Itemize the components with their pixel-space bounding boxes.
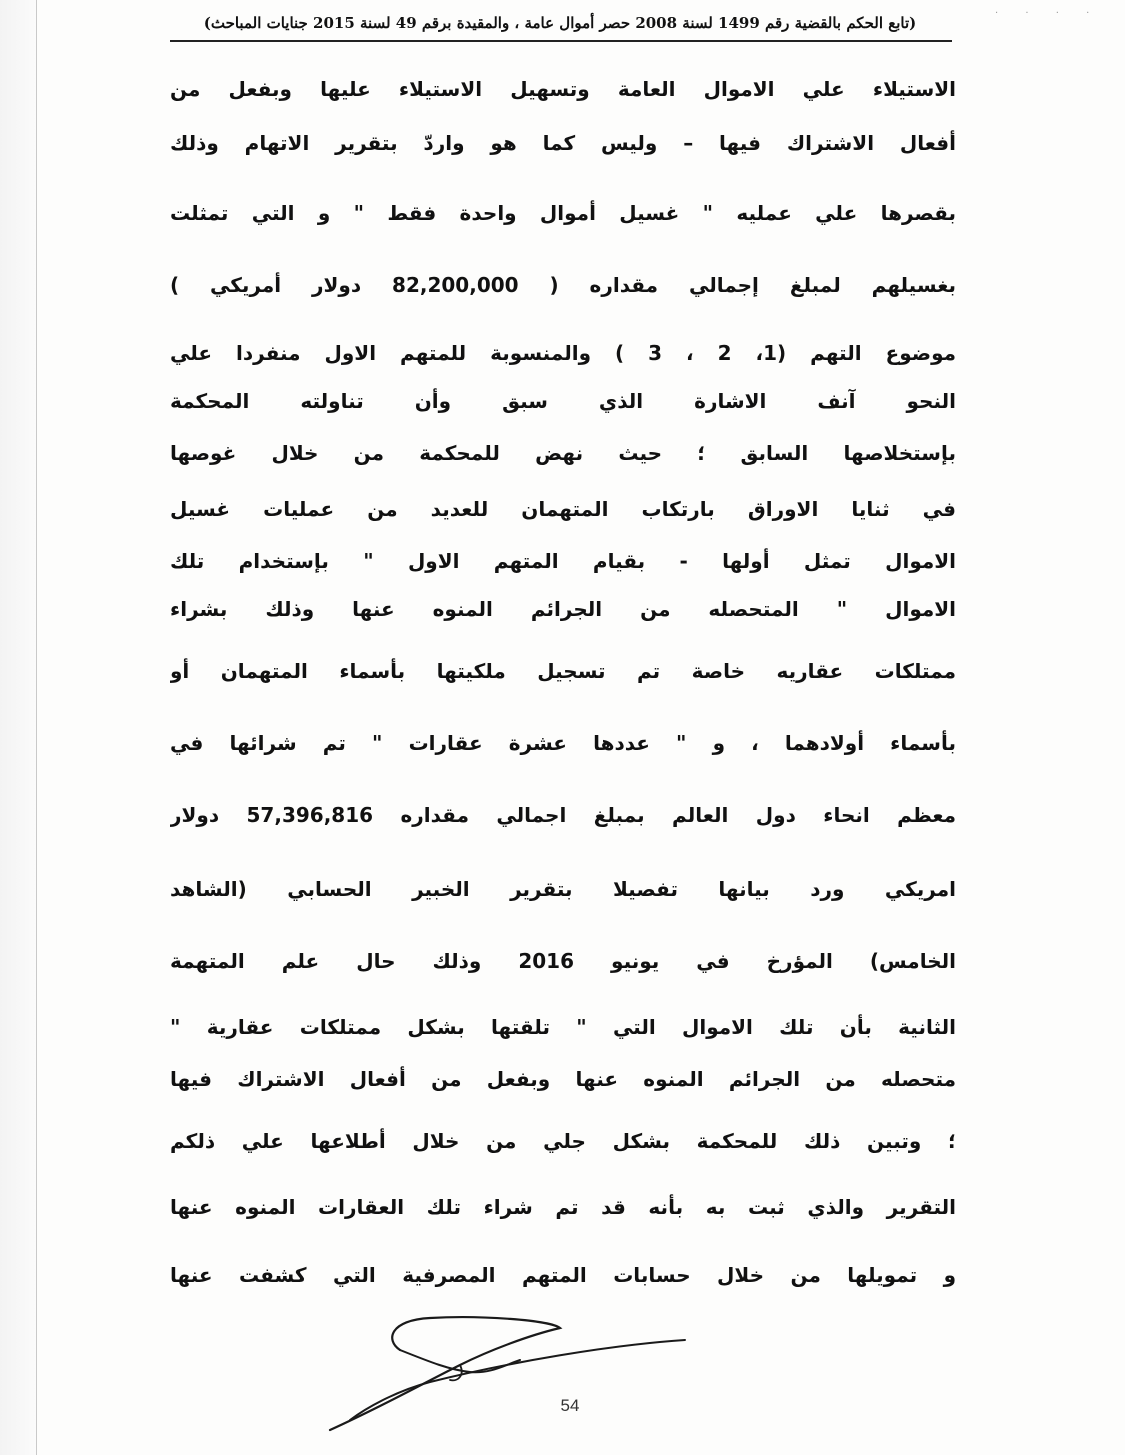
- body-line: الاستيلاء علي الاموال العامة وتسهيل الاستيلاء عليها وبفعل من: [170, 77, 956, 101]
- body-line: متحصله من الجرائم المنوه عنها وبفعل من أفعال الاشتراك فيها: [170, 1067, 956, 1091]
- body-line: ؛ وتبين ذلك للمحكمة بشكل جلي من خلال أطلاعها علي ذلكم: [170, 1129, 956, 1153]
- body-line: في ثنايا الاوراق بارتكاب المتهمان للعديد من عمليات غسيل: [170, 497, 956, 521]
- body-line: بقصرها علي عمليه " غسيل أموال واحدة فقط " و التي تمثلت: [170, 201, 956, 225]
- page-left-border: [36, 0, 37, 1455]
- scan-speckles: · · · ·: [995, 8, 1102, 19]
- body-line: الثانية بأن تلك الاموال التي " تلقتها بشكل ممتلكات عقارية ": [170, 1015, 956, 1039]
- body-line: موضوع التهم (1، 2 ، 3 ) والمنسوبة للمتهم الاول منفردا علي: [170, 341, 956, 365]
- signature-image: [290, 1310, 710, 1450]
- page-number: 54: [560, 1396, 580, 1415]
- body-line: التقرير والذي ثبت به بأنه قد تم شراء تلك العقارات المنوه عنها: [170, 1195, 956, 1219]
- body-line: و تمويلها من خلال حسابات المتهم المصرفية التي كشفت عنها: [170, 1263, 956, 1287]
- body-line: النحو آنف الاشارة الذي سبق وأن تناولته المحكمة: [170, 389, 956, 413]
- body-line: بغسيلهم لمبلغ إجمالي مقداره ( 82,200,000 دولار أمريكي ): [170, 273, 956, 297]
- page-header: (تابع الحكم بالقضية رقم 1499 لسنة 2008 حصر أموال عامة ، والمقيدة برقم 49 لسنة 2015 جنايات المباحث): [203, 14, 917, 32]
- body-line: بإستخلاصها السابق ؛ حيث نهض للمحكمة من خلال غوصها: [170, 441, 956, 465]
- body-line: ممتلكات عقاريه خاصة تم تسجيل ملكيتها بأسماء المتهمان أو: [170, 659, 956, 683]
- header-underline: [170, 40, 952, 42]
- body-line: بأسماء أولادهما ، و " عددها عشرة عقارات " تم شرائها في: [170, 731, 956, 755]
- body-line: أفعال الاشتراك فيها – وليس كما هو واردّ بتقرير الاتهام وذلك: [170, 131, 956, 155]
- body-line: امريكي ورد بيانها تفصيلا بتقرير الخبير الحسابي (الشاهد: [170, 877, 956, 901]
- body-line: معظم انحاء دول العالم بمبلغ اجمالي مقداره 57,396,816 دولار: [170, 803, 956, 827]
- body-line: الاموال تمثل أولها - بقيام المتهم الاول " بإستخدام تلك: [170, 549, 956, 573]
- body-line: الاموال " المتحصله من الجرائم المنوه عنها وذلك بشراء: [170, 597, 956, 621]
- page-left-shadow: [0, 0, 36, 1455]
- body-line: الخامس) المؤرخ في يونيو 2016 وذلك حال علم المتهمة: [170, 949, 956, 973]
